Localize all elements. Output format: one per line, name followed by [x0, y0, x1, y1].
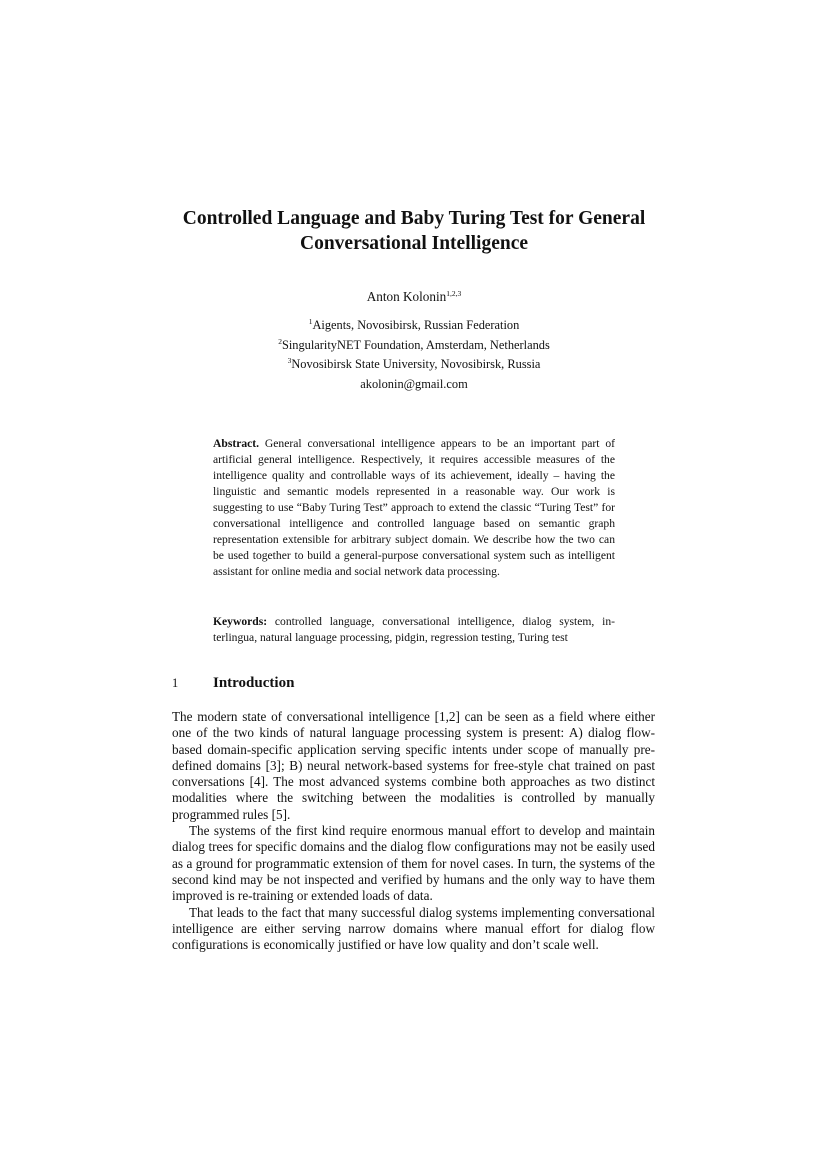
- abstract-label: Abstract.: [213, 437, 260, 450]
- keywords: [213, 614, 615, 646]
- abstract: [213, 436, 615, 580]
- author-name: Anton Kolonin: [366, 289, 447, 304]
- affiliations: [180, 316, 648, 394]
- paragraph-2: The systems of the first kind require enormous manual effort to develop and maintain dialog trees for specific domains and the dialog flow configurations may not be easily used as a ground for programmatic extension of them for novel cases. In turn, the systems of the second kind may be not inspected and verified by humans and the only way to have them improved is re-training or extended loads of data.: [172, 823, 655, 904]
- title-line-2: Conversational Intelligence: [299, 233, 529, 254]
- affiliation-text: SingularityNET Foundation, Amsterdam, Netherlands: [281, 337, 550, 352]
- affiliation-text: Aigents, Novosibirsk, Russian Federation: [312, 318, 520, 332]
- section-title: Introduction: [213, 675, 295, 691]
- keywords-label: Keywords:: [213, 615, 268, 628]
- affiliation-mark: 1: [308, 317, 313, 326]
- author-affiliation-marks: 1,2,3: [446, 289, 462, 298]
- title-line-1: Controlled Language and Baby Turing Test for General: [182, 208, 646, 229]
- section-body: [172, 709, 655, 953]
- keywords-text: controlled language, conversational intelligence, dialog system, interlingua, natural language processing, pidgin, regression testing, Turing test: [213, 615, 615, 645]
- affiliation-mark: 3: [287, 356, 292, 365]
- author-email: akolonin@gmail.com: [360, 376, 468, 391]
- paragraph-3: That leads to the fact that many successful dialog systems implementing conversational intelligence are either serving narrow domains where manual effort for dialog flow configurations is economically justified or have low quality and don’t scale well.: [172, 904, 655, 953]
- affiliation-mark: 2: [278, 336, 282, 346]
- section-number: 1: [172, 676, 179, 690]
- abstract-text: General conversational intelligence appears to be an important part of artificial general intelligence. Respectively, it requires accessible measures of the intelligence quality and controllable ways of its achievement, ideally – having the linguistic and semantic models represented in a reasonable way. Our work is suggesting to use “Baby Turing Test” approach to extend the classic “Turing Test” for conversational intelligence and controlled language based on semantic graph representation extensible for arbitrary subject domain. We describe how the two can be used together to build a general-purpose conversational system such as intelligent assistant for online media and social network data processing.: [213, 437, 615, 579]
- affiliation-2: [180, 336, 648, 356]
- paragraph-1: The modern state of conversational intelligence [1,2] can be seen as a field where either one of the two kinds of natural language processing system is present: A) dialog flow-based domain-specific application serving specific intents under scope of manually pre-defined domains [3]; B) neural network-based systems for free-style chat trained on past conversations [4]. The most advanced systems combine both approaches as two distinct modalities where the switching between the modalities is controlled by manually programmed rules [5].: [172, 709, 655, 822]
- paper-title: [160, 206, 668, 256]
- section-heading: [172, 673, 652, 693]
- affiliation-1: [180, 316, 648, 336]
- affiliation-3: [180, 355, 648, 375]
- author: [180, 288, 648, 306]
- affiliation-text: Novosibirsk State University, Novosibirsk, Russia: [291, 357, 541, 371]
